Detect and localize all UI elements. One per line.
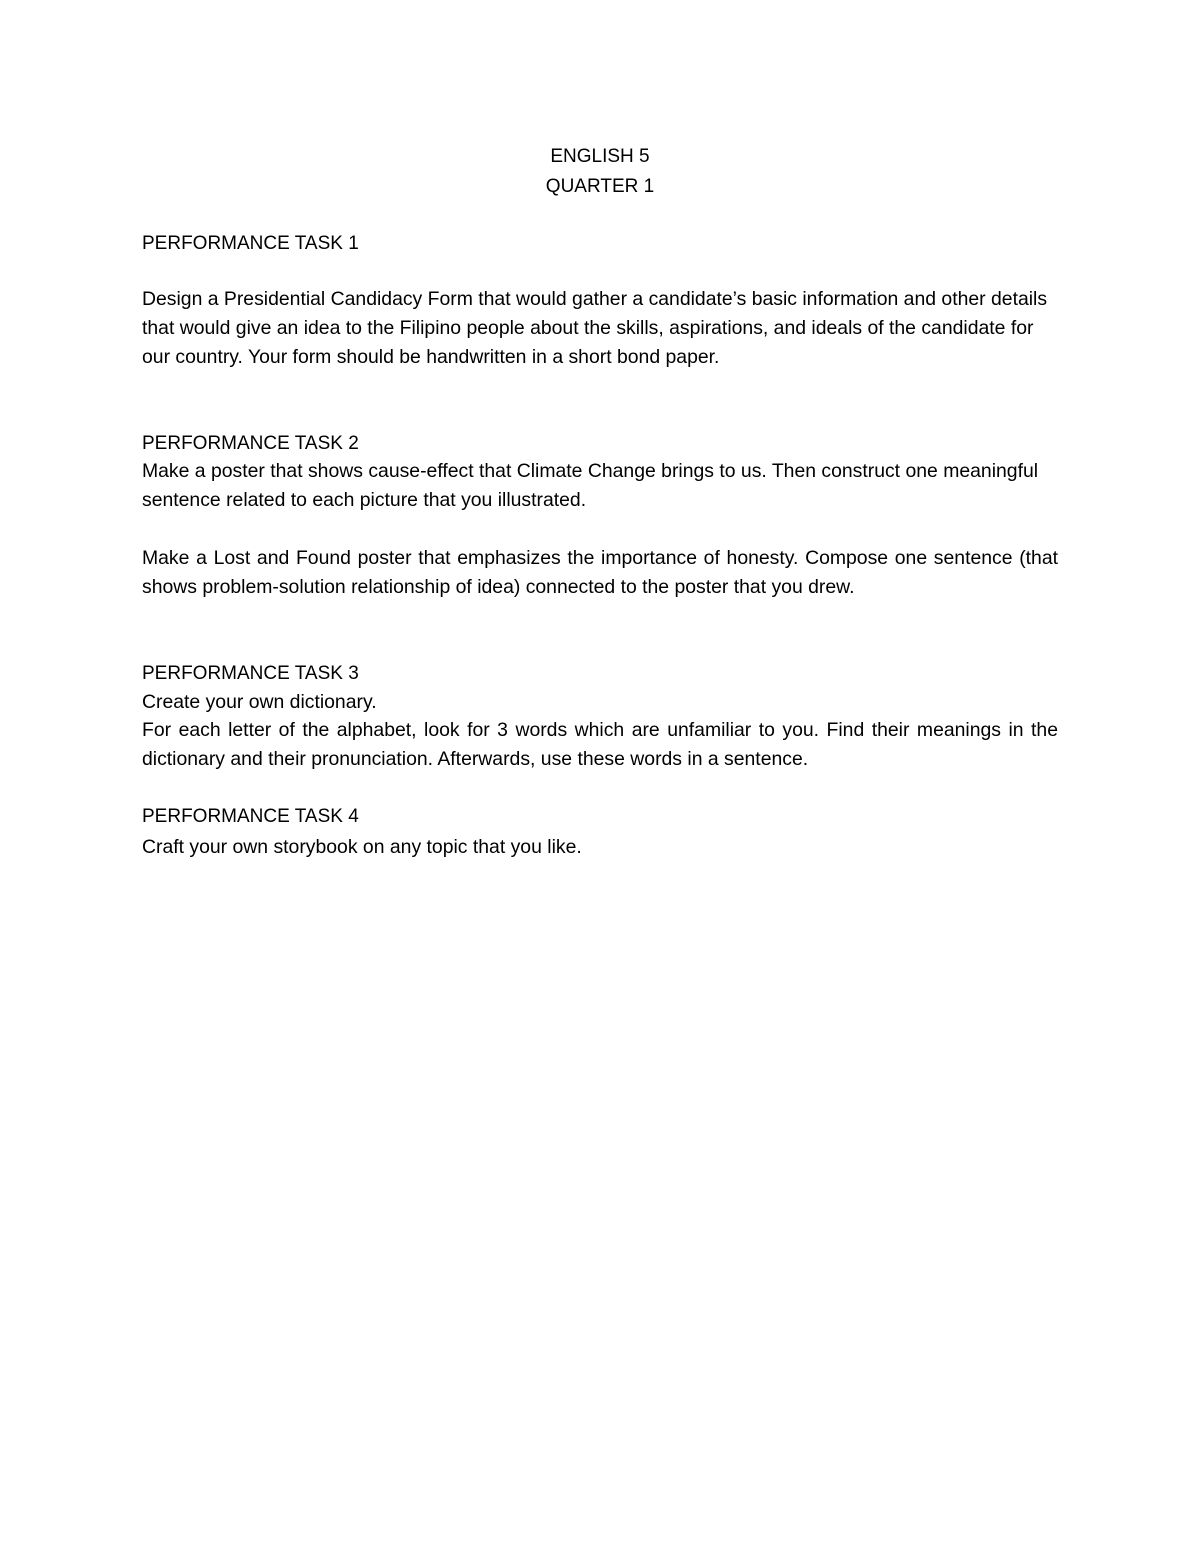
task-4-paragraph: Craft your own storybook on any topic that you like.: [142, 836, 582, 858]
task-2-paragraph-1: Make a poster that shows cause-effect that Climate Change brings to us. Then construct one meaningful sentence related to each picture that you illustrated.: [142, 460, 1039, 511]
task-2-paragraph-2: Make a Lost and Found poster that emphasizes the importance of honesty. Compose one sentence (that shows problem-solution relationship of idea) connected to the poster that you drew.: [142, 547, 1058, 598]
document-quarter: QUARTER 1: [545, 176, 655, 197]
task-3-paragraph-1: Create your own dictionary.: [142, 691, 377, 713]
task-1-paragraph: Design a Presidential Candidacy Form that would gather a candidate’s basic information and other details that would give an idea to the Filipino people about the skills, aspirations, and ideals of the candidate for our country. Your form should be handwritten in a short bond paper.: [142, 288, 1048, 368]
task-3-heading: PERFORMANCE TASK 3: [142, 663, 359, 684]
task-4-heading: PERFORMANCE TASK 4: [142, 806, 359, 827]
document-subject: ENGLISH 5: [550, 146, 650, 167]
task-1-heading: PERFORMANCE TASK 1: [142, 233, 359, 254]
task-2-heading: PERFORMANCE TASK 2: [142, 433, 359, 454]
task-3-paragraph-2: For each letter of the alphabet, look for 3 words which are unfamiliar to you. Find their meanings in the dictionary and their pronunciation. Afterwards, use these words in a sentence.: [142, 719, 1058, 770]
